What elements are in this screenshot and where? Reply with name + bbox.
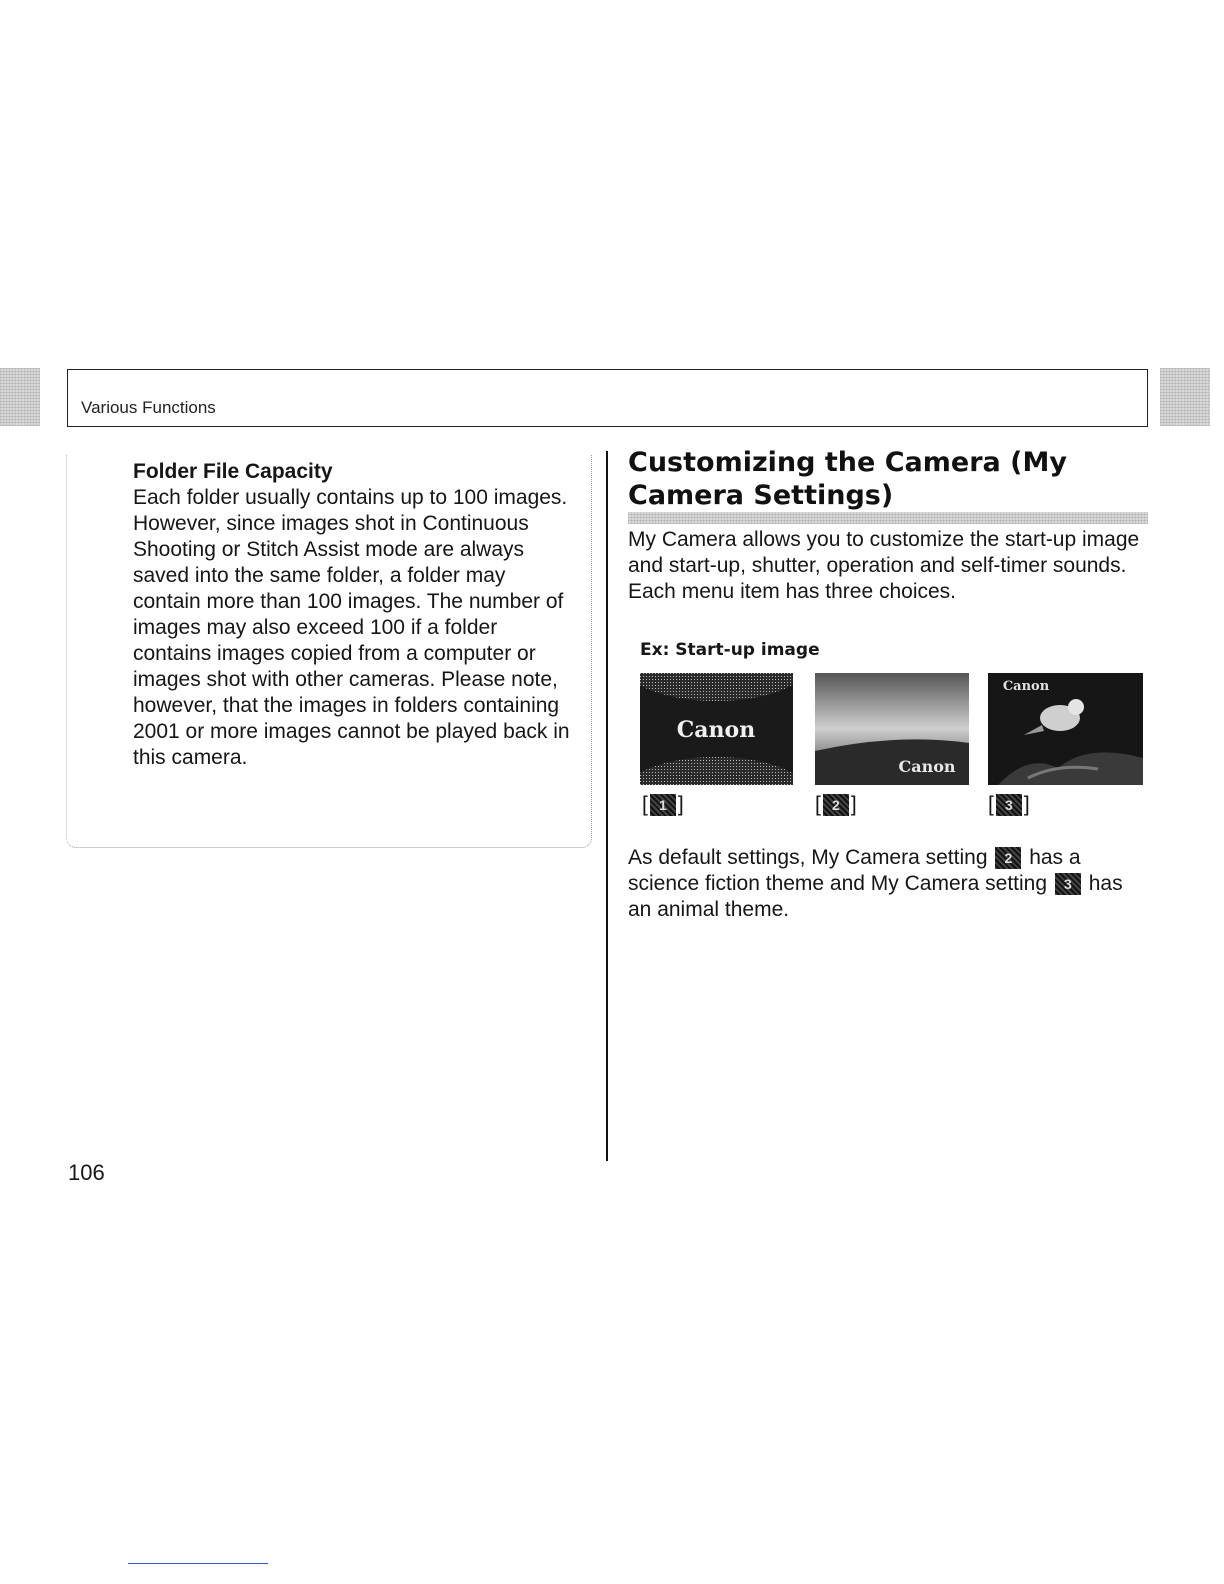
column-divider [606, 451, 608, 1161]
canon-logo: Canon [898, 757, 956, 776]
section-intro: My Camera allows you to customize the start-up image and start-up, shutter, operation and self-timer sounds. Each menu item has three choices. [628, 528, 1140, 603]
section-title: Customizing the Camera (My Camera Settings) [628, 447, 1067, 511]
default-settings-note [628, 845, 1143, 923]
note-text-1: As default settings, My Camera setting [628, 846, 988, 869]
bracket-open: [ [642, 793, 648, 816]
bracket-close: ] [677, 793, 684, 816]
page-number: 106 [68, 1160, 105, 1185]
bracket-close: ] [1023, 793, 1030, 816]
my-camera-setting-2-icon: 2 [823, 794, 849, 816]
my-camera-setting-2-icon: 2 [995, 847, 1021, 869]
note-title: Folder File Capacity [133, 460, 333, 483]
startup-image-thumbnail-2 [815, 673, 969, 785]
bracket-open: [ [815, 793, 821, 816]
my-camera-setting-1-icon: 1 [650, 794, 676, 816]
chapter-title: Various Functions [81, 398, 216, 417]
my-camera-setting-3-icon: 3 [1055, 873, 1081, 895]
startup-image-thumbnail-3 [988, 673, 1143, 785]
thumbnail-caption-3 [988, 792, 1030, 818]
note-body: Each folder usually contains up to 100 images. However, since images shot in Continuous Shooting or Stitch Assist mode are always saved into the same folder, a folder may contain more than 100 images. The number of images may also exceed 100 if a folder contains images copied from a computer or images shot with other cameras. Please note, however, that the images in folders containing 2001 or more images cannot be played back in this camera. [133, 486, 570, 769]
canon-logo: Canon [1002, 679, 1050, 694]
startup-image-thumbnail-1 [640, 673, 793, 785]
my-camera-setting-3-icon: 3 [996, 794, 1022, 816]
note-box [133, 458, 578, 771]
thumbnail-caption-2 [815, 792, 857, 818]
chapter-header [67, 369, 1148, 427]
footer-link-underline [128, 1563, 268, 1564]
right-chapter-tab [1160, 368, 1210, 426]
thumbnail-caption-1 [642, 792, 684, 818]
note-text-3: has an animal theme. [628, 872, 1123, 921]
left-chapter-tab [0, 368, 40, 426]
bracket-open: [ [988, 793, 994, 816]
title-underline [628, 512, 1148, 524]
example-label: Ex: Start-up image [640, 640, 820, 660]
note-text-2: has a science fiction theme and My Camera setting [628, 846, 1081, 895]
canon-logo: Canon [676, 717, 756, 743]
bracket-close: ] [850, 793, 857, 816]
